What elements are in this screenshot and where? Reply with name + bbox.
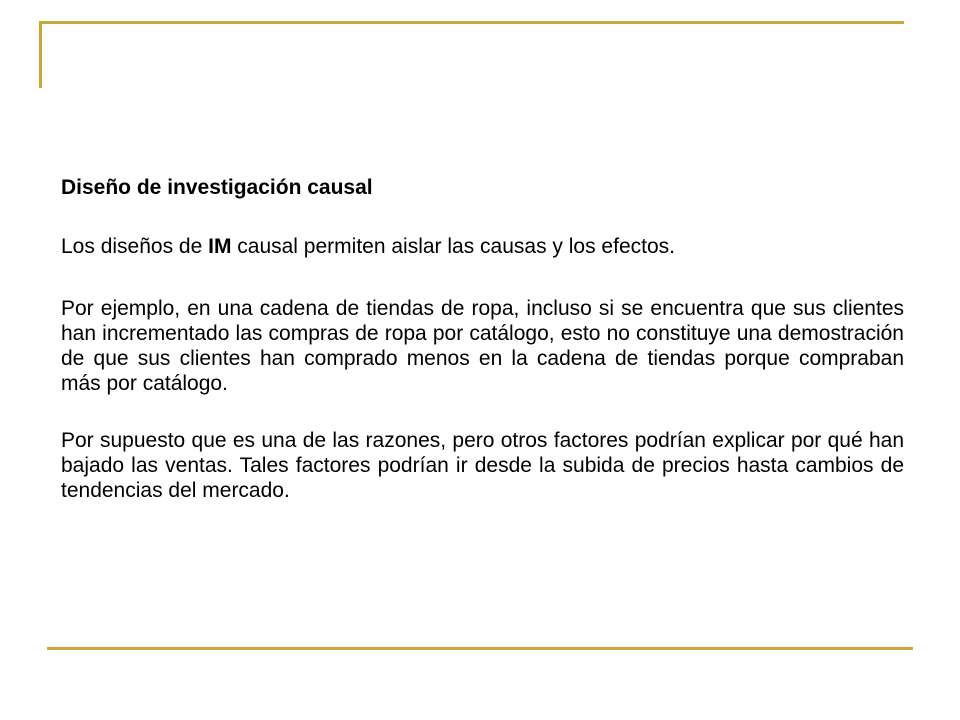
paragraph-2: Por ejemplo, en una cadena de tiendas de ropa, incluso si se encuentra que sus clientes han incrementado las compras de ropa por catálogo, esto no constituye una demostración de que sus clientes han comprado menos en la cadena de tiendas porque compraban más por catálogo. <box>61 297 904 395</box>
bottom-accent-rule <box>47 647 913 650</box>
paragraph-1-emphasis: IM <box>208 235 232 258</box>
left-accent-rule <box>39 21 42 88</box>
paragraph-1 <box>61 234 904 259</box>
paragraph-1-end: causal permiten aislar las causas y los efectos. <box>231 235 675 258</box>
slide-body <box>61 172 904 535</box>
top-accent-rule <box>39 21 904 24</box>
paragraph-3: Por supuesto que es una de las razones, pero otros factores podrían explicar por qué han bajado las ventas. Tales factores podrían ir desde la subida de precios hasta cambios de tendencias del mercado. <box>61 429 904 502</box>
slide-title: Diseño de investigación causal <box>61 176 373 199</box>
paragraph-1-start: Los diseños de <box>61 235 209 258</box>
